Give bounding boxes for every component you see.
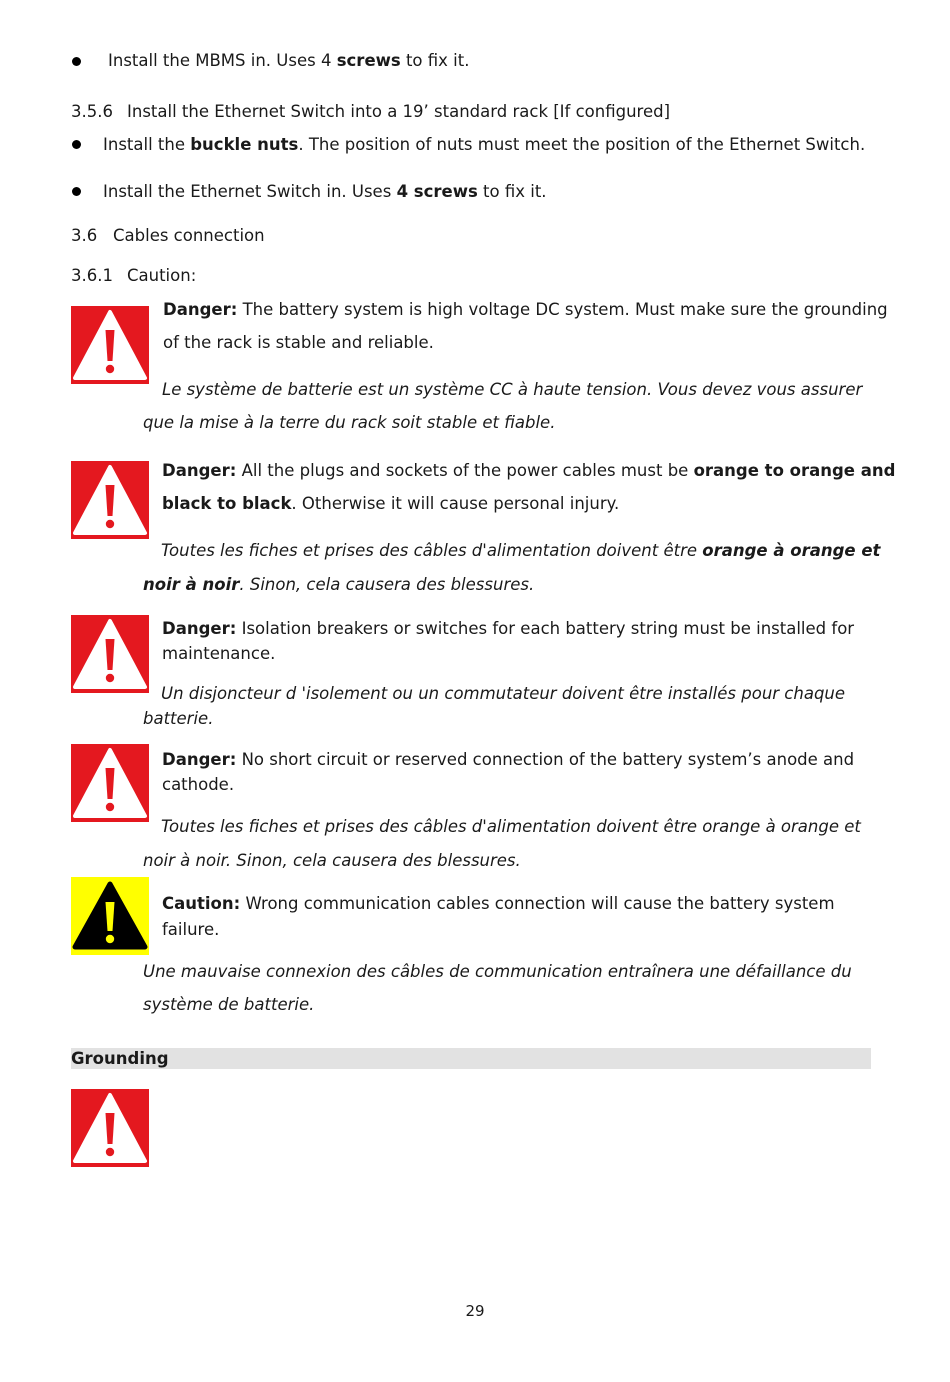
warning-3-en-line-1: Danger: Isolation breakers or switches for each battery string must be installed for [162, 619, 855, 638]
warning-5-fr-line-1: Une mauvaise connexion des câbles de communication entraînera une défaillance du [143, 962, 852, 981]
danger-icon [71, 615, 149, 693]
warning-3-fr-line-1: Un disjoncteur d 'isolement ou un commutateur doivent être installés pour chaque [161, 684, 846, 703]
grounding-heading: Grounding [71, 1049, 169, 1068]
bullet-install-buckle-nuts: Install the buckle nuts. The position of nuts must meet the position of the Ethernet Switch. [103, 135, 866, 154]
bullet-dot [72, 57, 81, 66]
warning-4-fr-line-1: Toutes les fiches et prises des câbles d'alimentation doivent être orange à orange et [161, 817, 861, 836]
section-3-6-1-number: 3.6.1 [71, 266, 113, 285]
bullet-dot [72, 140, 81, 149]
danger-icon [71, 306, 149, 384]
caution-icon [71, 877, 149, 955]
warning-4-en-line-2: cathode. [162, 775, 235, 794]
warning-2-en-line-1: Danger: All the plugs and sockets of the power cables must be orange to orange and [162, 461, 896, 480]
warning-2-fr-line-1: Toutes les fiches et prises des câbles d'alimentation doivent être orange à orange et [161, 541, 881, 560]
danger-icon [71, 744, 149, 822]
section-3-5-6-title: Install the Ethernet Switch into a 19’ standard rack [If configured] [127, 102, 671, 121]
warning-5-en-line-2: failure. [162, 920, 220, 939]
section-3-6-number: 3.6 [71, 226, 98, 245]
warning-4-fr-line-2: noir à noir. Sinon, cela causera des blessures. [143, 851, 521, 870]
warning-2-en-line-2: black to black. Otherwise it will cause personal injury. [162, 494, 620, 513]
warning-1-fr-line-1: Le système de batterie est un système CC à haute tension. Vous devez vous assurer [162, 380, 863, 399]
warning-2-fr-line-2: noir à noir. Sinon, cela causera des blessures. [143, 575, 535, 594]
warning-5-fr-line-2: système de batterie. [143, 995, 315, 1014]
warning-3-fr-line-2: batterie. [143, 709, 214, 728]
bullet-install-ethernet-switch: Install the Ethernet Switch in. Uses 4 screws to fix it. [103, 182, 547, 201]
section-3-6-1-title: Caution: [127, 266, 197, 285]
grounding-heading-bar [71, 1048, 871, 1069]
danger-icon [71, 461, 149, 539]
section-3-6-title: Cables connection [113, 226, 265, 245]
warning-5-en-line-1: Caution: Wrong communication cables connection will cause the battery system [162, 894, 835, 913]
warning-3-en-line-2: maintenance. [162, 644, 276, 663]
danger-icon [71, 1089, 149, 1167]
warning-1-en-line-1: Danger: The battery system is high voltage DC system. Must make sure the grounding [163, 300, 888, 319]
bullet-dot [72, 187, 81, 196]
warning-1-fr-line-2: que la mise à la terre du rack soit stable et fiable. [143, 413, 556, 432]
bullet-install-mbms: Install the MBMS in. Uses 4 screws to fix it. [108, 51, 470, 70]
warning-1-en-line-2: of the rack is stable and reliable. [163, 333, 434, 352]
page-number: 29 [465, 1302, 485, 1320]
warning-4-en-line-1: Danger: No short circuit or reserved connection of the battery system’s anode and [162, 750, 855, 769]
section-3-5-6-number: 3.5.6 [71, 102, 113, 121]
